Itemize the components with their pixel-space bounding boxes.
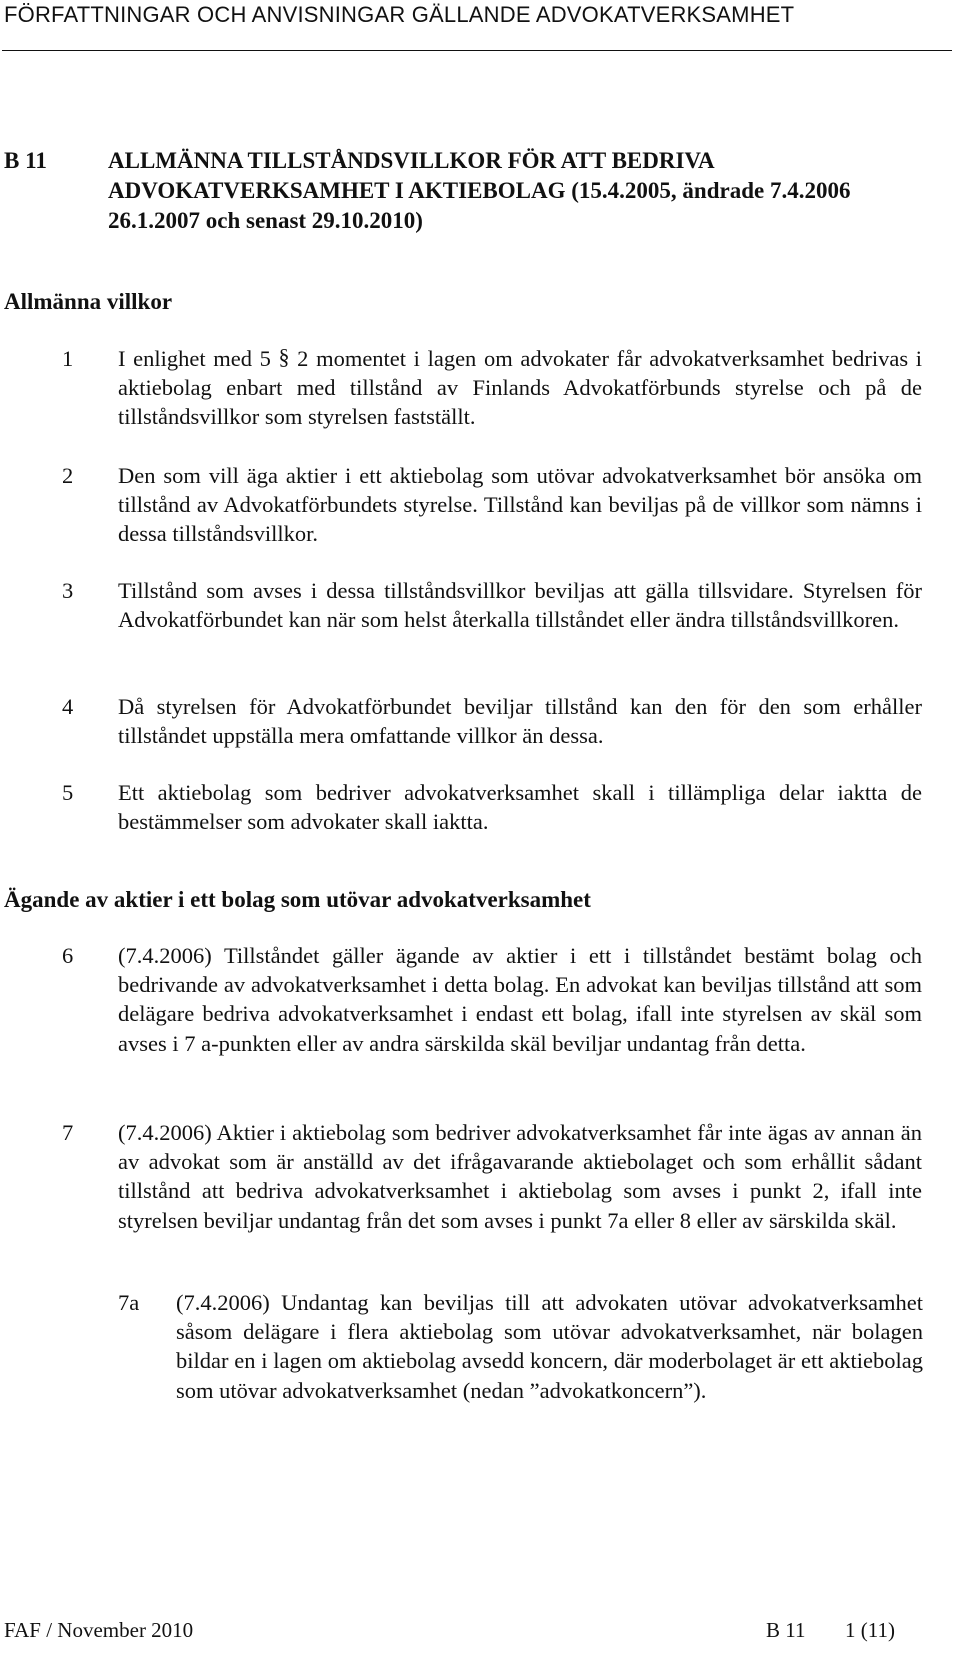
clause-number: 3 [62, 578, 74, 603]
header-rule [2, 50, 952, 51]
clause-number: 2 [62, 463, 74, 488]
clause-number: 7a [118, 1290, 140, 1315]
section-heading-share-ownership: Ägande av aktier i ett bolag som utövar advokatverksamhet [4, 887, 591, 912]
document-title: ALLMÄNNA TILLSTÅNDSVILLKOR FÖR ATT BEDRIVA ADVOKATVERKSAMHET I AKTIEBOLAG (15.4.2005, ändrade 7.4.2006 26.1.2007 och senast 29.10.2010) [108, 148, 851, 233]
footer-document-code: B 11 [766, 1618, 806, 1642]
section-heading-general-terms: Allmänna villkor [4, 289, 173, 314]
footer-page-number: 1 (11) [845, 1618, 895, 1642]
clause-number: 7 [62, 1120, 74, 1145]
clause-text: Den som vill äga aktier i ett aktiebolag som utövar advokatverksamhet bör ansöka om tillstånd av Advokatförbundets styrelse. Tillstånd kan beviljas på de villkor som nämns i dessa tillståndsvillkor. [118, 463, 922, 547]
clause-number: 5 [62, 780, 74, 805]
clause-text: Tillstånd som avses i dessa tillståndsvillkor beviljas att gälla tillsvidare. Styrelsen för Advokatförbundet kan när som helst återkalla tillståndet eller ändra tillståndsvillkoren. [118, 578, 922, 633]
document-code: B 11 [4, 148, 47, 173]
clause-text: Då styrelsen för Advokatförbundet beviljar tillstånd kan den för den som erhåller tillståndet uppställa mera omfattande villkor än dessa. [118, 694, 922, 749]
clause-text: Ett aktiebolag som bedriver advokatverksamhet skall i tillämpliga delar iaktta de bestämmelser som advokater skall iaktta. [118, 780, 922, 835]
clause-number: 4 [62, 694, 74, 719]
clause-text: (7.4.2006) Undantag kan beviljas till att advokaten utövar advokatverksamhet såsom delägare i flera aktiebolag som utövar advokatverksamhet, när bolagen bildar en i lagen om aktiebolag avsedd koncern, där moderbolaget är ett aktiebolag som utövar advokatverksamhet (nedan ”advokatkoncern”). [176, 1290, 923, 1403]
clause-text: I enlighet med 5 § 2 momentet i lagen om advokater får advokatverksamhet bedrivas i aktiebolag enbart med tillstånd av Finlands Advokatförbunds styrelse och på de tillståndsvillkor som styrelsen fastställt. [118, 344, 922, 430]
running-header: FÖRFATTNINGAR OCH ANVISNINGAR GÄLLANDE ADVOKATVERKSAMHET [4, 2, 795, 27]
clause-number: 6 [62, 943, 74, 968]
clause-number: 1 [62, 346, 74, 371]
footer-publisher-date: FAF / November 2010 [4, 1618, 194, 1642]
clause-text: (7.4.2006) Aktier i aktiebolag som bedriver advokatverksamhet får inte ägas av annan än av advokat som är anställd av det ifrågavarande aktiebolaget och som erhållit sådant tillstånd att bedriva advokatverksamhet i aktiebolag som avses i punkt 2, ifall inte styrelsen beviljar undantag från det som avses i punkt 7a eller 8 eller av särskilda skäl. [118, 1120, 922, 1233]
clause-text: (7.4.2006) Tillståndet gäller ägande av aktier i ett i tillståndet bestämt bolag och bedrivande av advokatverksamhet i detta bolag. En advokat kan beviljas tillstånd att som delägare bedriva advokatverksamhet i endast ett bolag, ifall inte styrelsen av skäl som avses i 7 a-punkten eller av andra särskilda skäl beviljar undantag från detta. [118, 943, 922, 1056]
section-sign: § [278, 344, 290, 369]
